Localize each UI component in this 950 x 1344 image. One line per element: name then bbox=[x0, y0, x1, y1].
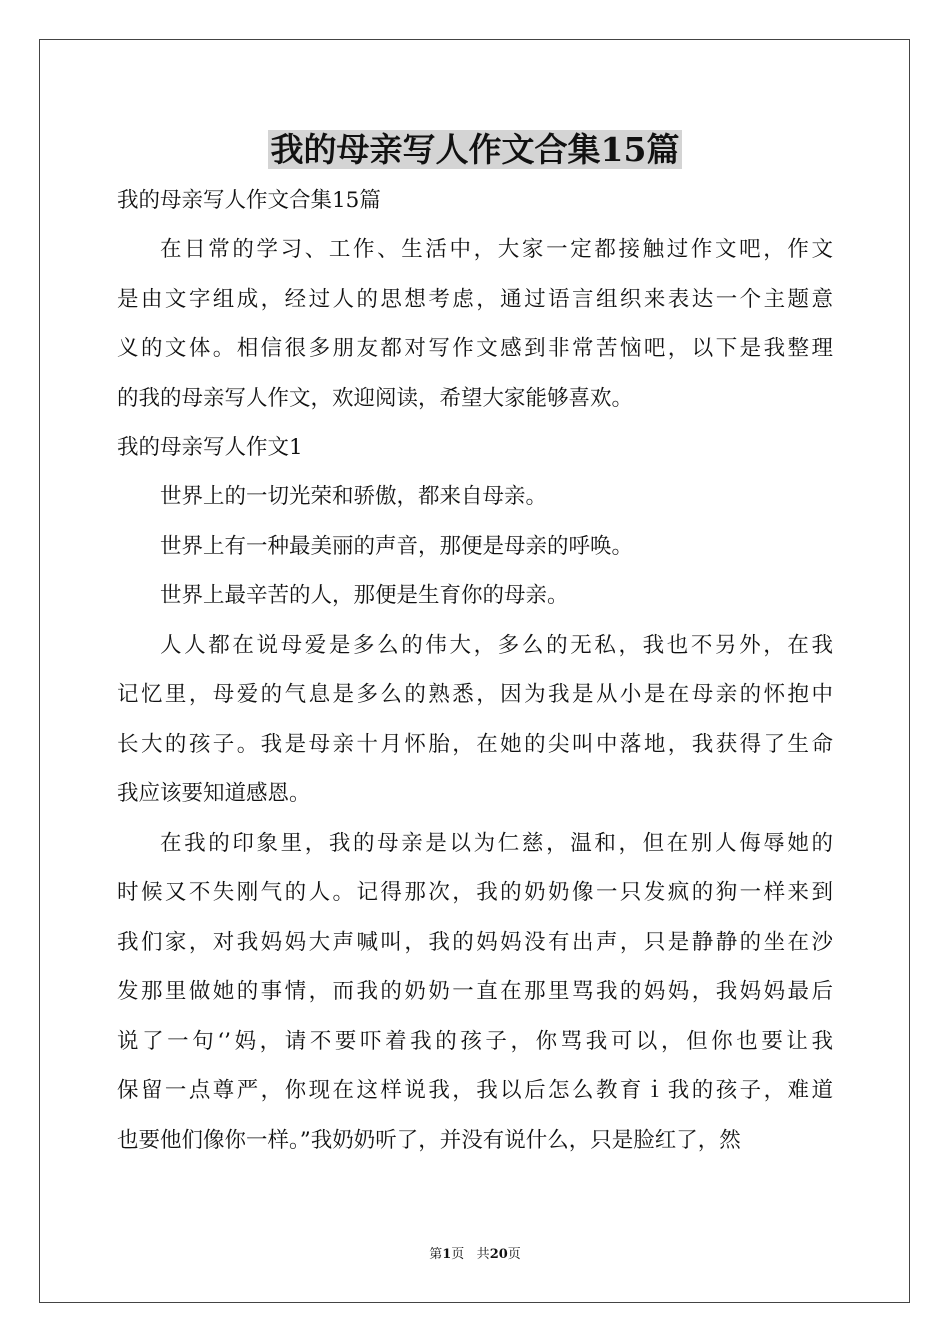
paragraph-line: 保留一点尊严，你现在这样说我，我以后怎么教育ｉ我的孩子，难道 bbox=[117, 1078, 833, 1103]
paragraph bbox=[117, 571, 833, 621]
paragraph-line: 记忆里，母爱的气息是多么的熟悉，因为我是从小是在母亲的怀抱中 bbox=[117, 682, 833, 707]
paragraph-line: 时候又不失刚气的人。记得那次，我的奶奶像一只发疯的狗一样来到 bbox=[117, 880, 833, 905]
paragraph-line: 发那里做她的事情，而我的奶奶一直在那里骂我的妈妈，我妈妈最后 bbox=[117, 979, 833, 1004]
paragraph-line: 也要他们像你一样。”我奶奶听了，并没有说什么，只是脸红了，然 bbox=[117, 1127, 741, 1153]
page-title-text: 我的母亲写人作文合集15篇 bbox=[268, 130, 683, 169]
paragraph-line: 长大的孩子。我是母亲十月怀胎，在她的尖叫中落地，我获得了生命 bbox=[117, 731, 833, 757]
paragraph-line: 世界上有一种最美丽的声音，那便是母亲的呼唤。 bbox=[160, 533, 634, 559]
paragraph bbox=[117, 225, 833, 423]
paragraph-line: 我们家，对我妈妈大声喊叫，我的妈妈没有出声，只是静静的坐在沙 bbox=[117, 929, 833, 955]
section-heading: 我的母亲写人作文1 bbox=[117, 435, 303, 460]
page-current: 1 bbox=[442, 1247, 452, 1262]
paragraph-line: 我应该要知道感恩。 bbox=[117, 781, 311, 806]
total-prefix: 共 bbox=[476, 1247, 490, 1262]
paragraph bbox=[117, 819, 833, 1166]
paragraph-line: 世界上最辛苦的人，那便是生育你的母亲。 bbox=[160, 583, 569, 608]
paragraph-line: 人人都在说母爱是多么的伟大，多么的无私，我也不另外，在我 bbox=[160, 632, 833, 658]
page-prefix: 第 bbox=[429, 1247, 443, 1262]
paragraph-line: 是由文字组成，经过人的思想考虑，通过语言组织来表达一个主题意 bbox=[117, 286, 833, 312]
paragraph-line: 说了一句‘’妈，请不要吓着我的孩子，你骂我可以，但你也要让我 bbox=[117, 1028, 833, 1054]
paragraph bbox=[117, 522, 833, 572]
paragraph-line: 在我的印象里，我的母亲是以为仁慈，温和，但在别人侮辱她的 bbox=[160, 830, 833, 856]
page-title bbox=[0, 126, 950, 174]
section-heading: 我的母亲写人作文合集15篇 bbox=[117, 188, 381, 213]
page-footer bbox=[0, 1246, 950, 1264]
total-unit: 页 bbox=[507, 1247, 521, 1262]
paragraph-line: 在日常的学习、工作、生活中，大家一定都接触过作文吧，作文 bbox=[160, 237, 833, 262]
paragraph-line: 的我的母亲写人作文，欢迎阅读，希望大家能够喜欢。 bbox=[117, 385, 634, 411]
paragraph-line: 世界上的一切光荣和骄傲，都来自母亲。 bbox=[160, 484, 548, 509]
page-total: 20 bbox=[489, 1247, 508, 1262]
paragraph-line: 义的文体。相信很多朋友都对写作文感到非常苦恼吧，以下是我整理 bbox=[117, 336, 833, 361]
paragraph bbox=[117, 621, 833, 819]
document-body bbox=[117, 176, 833, 1165]
page-unit: 页 bbox=[451, 1247, 465, 1262]
paragraph bbox=[117, 472, 833, 522]
